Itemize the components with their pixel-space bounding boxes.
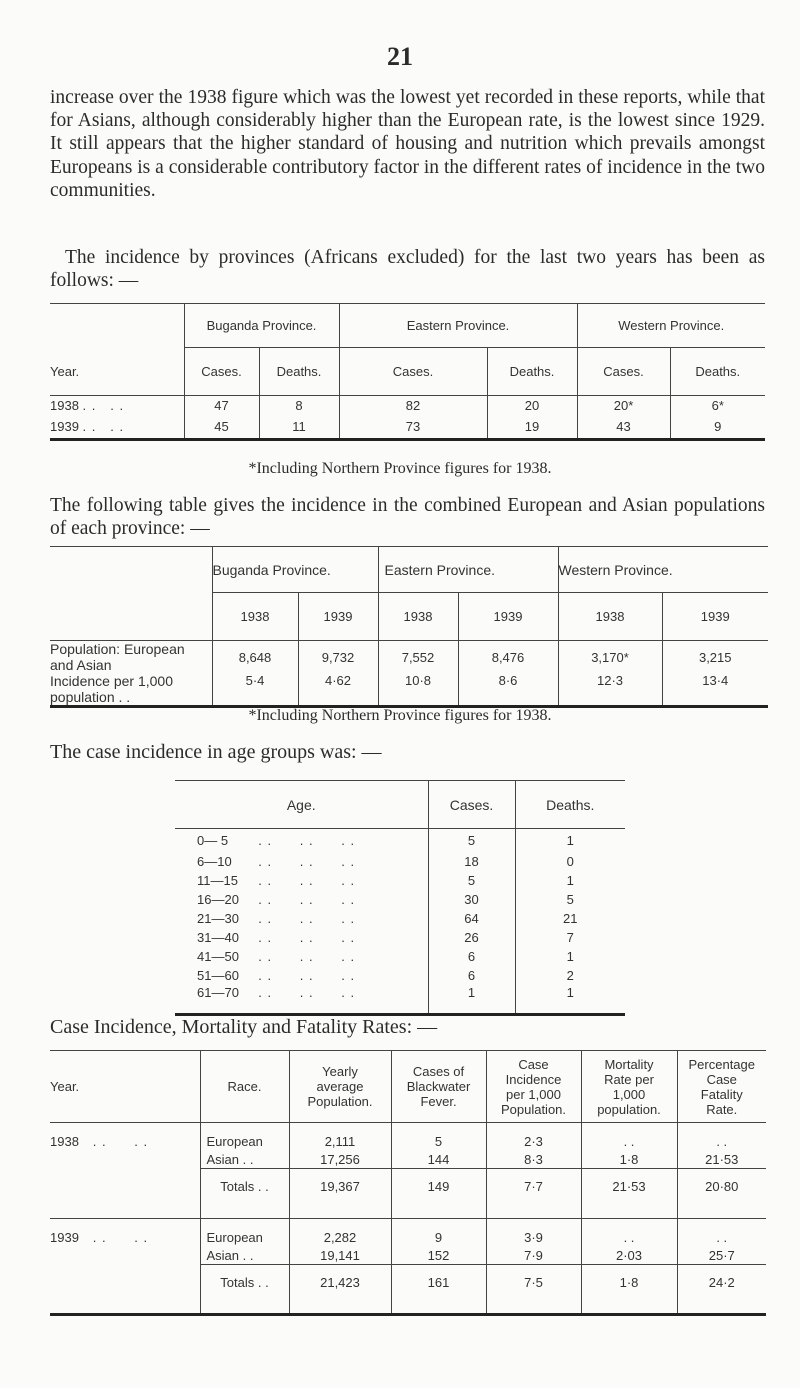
year-cell xyxy=(50,1247,200,1265)
year-label: 1939 xyxy=(50,1230,79,1245)
table2-year: 1939 xyxy=(458,593,558,641)
table2-cell: 8,648 xyxy=(212,641,298,674)
table2-row-label: Incidence per 1,000 population . . xyxy=(50,673,212,707)
table2-year: 1938 xyxy=(378,593,458,641)
spacer-cell xyxy=(486,1219,581,1229)
table1-header-buganda: Buganda Province. xyxy=(184,304,339,348)
incidence-cell: 2·3 xyxy=(486,1133,581,1151)
fatality-cell: 20·80 xyxy=(677,1169,766,1219)
table1-footnote: *Including Northern Province figures for 1938. xyxy=(248,460,552,477)
cases-cell: 144 xyxy=(391,1151,486,1169)
age-group xyxy=(175,852,428,871)
spacer-cell xyxy=(677,1219,766,1229)
fatality-cell: 21·53 xyxy=(677,1151,766,1169)
year-cell xyxy=(50,1169,200,1219)
age-range: 11—15 xyxy=(197,872,238,888)
table2-year: 1938 xyxy=(212,593,298,641)
table2-cell: 5·4 xyxy=(212,673,298,707)
table4-header-mortality xyxy=(581,1051,677,1123)
header-line: Incidence xyxy=(505,1071,562,1087)
age-groups-heading: The case incidence in age groups was: — xyxy=(50,741,382,763)
page-number: 21 xyxy=(387,42,413,71)
leader-dots: . . . . . . xyxy=(249,967,356,983)
table-row xyxy=(175,852,625,871)
header-line: average xyxy=(316,1079,364,1094)
header-line: Population. xyxy=(307,1094,373,1109)
table2-cell: 8·6 xyxy=(458,673,558,707)
table1-cell: 47 xyxy=(184,396,259,416)
deaths-count: 2 xyxy=(515,966,625,985)
incidence-cell: 8·3 xyxy=(486,1151,581,1169)
age-group xyxy=(175,966,428,985)
header-line: population. xyxy=(597,1101,661,1117)
table1-cell: 19 xyxy=(487,416,577,440)
table1-cell: 82 xyxy=(339,396,487,416)
header-line: Cases of xyxy=(412,1064,465,1079)
fatality-cell: . . xyxy=(677,1229,766,1247)
age-group xyxy=(175,909,428,928)
table-row xyxy=(175,966,625,985)
table-row xyxy=(50,1229,766,1247)
totals-label: Totals . . xyxy=(200,1169,289,1219)
spacer-cell xyxy=(289,1219,391,1229)
incidence-cell: 7·7 xyxy=(486,1169,581,1219)
year-cell xyxy=(50,1229,200,1247)
cases-count: 6 xyxy=(428,966,515,985)
totals-row xyxy=(50,1169,766,1219)
population-cell: 19,141 xyxy=(289,1247,391,1265)
cases-cell: 161 xyxy=(391,1265,486,1315)
year-cell xyxy=(50,1151,200,1169)
race-cell: European xyxy=(200,1229,289,1247)
year-cell xyxy=(50,1133,200,1151)
age-group xyxy=(175,985,428,1015)
totals-row xyxy=(50,1265,766,1315)
table-row xyxy=(175,909,625,928)
table-row xyxy=(175,947,625,966)
table1-header-cases: Cases. xyxy=(339,348,487,396)
table2-cell: 12·3 xyxy=(558,673,662,707)
header-line: Case xyxy=(518,1056,549,1072)
incidence-cell: 3·9 xyxy=(486,1229,581,1247)
spacer-row xyxy=(50,1219,766,1229)
year-label: 1938 xyxy=(50,1134,79,1149)
table1-header-deaths: Deaths. xyxy=(670,348,765,396)
spacer-cell xyxy=(677,1123,766,1133)
table-row xyxy=(175,985,625,1015)
table4-header-incidence xyxy=(486,1051,581,1123)
table1-year: 1938 . . . . xyxy=(50,398,125,414)
spacer-cell xyxy=(486,1123,581,1133)
spacer-cell xyxy=(581,1123,677,1133)
header-line: Mortality xyxy=(604,1056,654,1072)
cases-cell: 9 xyxy=(391,1229,486,1247)
table1-year: 1939 . . . . xyxy=(50,416,184,440)
header-line: Percentage xyxy=(688,1056,755,1072)
deaths-count: 1 xyxy=(515,829,625,852)
table4-header-population xyxy=(289,1051,391,1123)
leader-dots: . . . . . . xyxy=(249,891,356,907)
leader-dots: . . . . . . xyxy=(249,872,356,888)
age-range: 16—20 xyxy=(197,891,239,907)
table4-header-year: Year. xyxy=(50,1051,200,1123)
table-row xyxy=(50,396,765,416)
combined-population-table xyxy=(50,546,768,708)
table1-cell: 43 xyxy=(577,416,670,440)
age-range: 61—70 xyxy=(197,984,239,1000)
table1-header-cases: Cases. xyxy=(184,348,259,396)
race-cell: Asian . . xyxy=(200,1247,289,1265)
age-groups-table xyxy=(175,780,625,1016)
table2-corner xyxy=(50,547,212,593)
leader-dots: . . . . . . xyxy=(249,832,356,848)
population-cell: 2,111 xyxy=(289,1133,391,1151)
age-group xyxy=(175,947,428,966)
cases-count: 30 xyxy=(428,890,515,909)
spacer-cell xyxy=(289,1123,391,1133)
deaths-count: 1 xyxy=(515,985,625,1015)
table-row xyxy=(50,1151,766,1169)
table2-cell: 13·4 xyxy=(662,673,768,707)
combined-incidence-paragraph: The following table gives the incidence in the combined European and Asian populations of each province: — xyxy=(50,495,765,540)
table1-header-deaths: Deaths. xyxy=(487,348,577,396)
table2-year: 1939 xyxy=(662,593,768,641)
leader-dots: . . . . . . xyxy=(249,910,356,926)
cases-count: 18 xyxy=(428,852,515,871)
table2-cell: 7,552 xyxy=(378,641,458,674)
spacer-cell xyxy=(50,1219,200,1229)
fatality-cell: 24·2 xyxy=(677,1265,766,1315)
table2-cell: 3,170* xyxy=(558,641,662,674)
cases-count: 64 xyxy=(428,909,515,928)
cases-cell: 149 xyxy=(391,1169,486,1219)
table1-cell: 11 xyxy=(259,416,339,440)
table-row xyxy=(50,1133,766,1151)
age-range: 31—40 xyxy=(197,929,239,945)
table-row xyxy=(50,641,768,674)
header-line: Rate. xyxy=(706,1101,738,1117)
leader-dots: . . . . xyxy=(78,1230,149,1245)
table2-year: 1938 xyxy=(558,593,662,641)
table1-header-deaths: Deaths. xyxy=(259,348,339,396)
table1-header-cases: Cases. xyxy=(577,348,670,396)
header-line: Fatality xyxy=(700,1086,743,1102)
mortality-cell: 1·8 xyxy=(581,1151,677,1169)
age-group xyxy=(175,829,428,852)
table2-row-label: Population: European and Asian xyxy=(50,641,185,673)
header-line: Blackwater xyxy=(406,1079,471,1094)
header-line: 1,000 xyxy=(612,1086,646,1102)
deaths-count: 21 xyxy=(515,909,625,928)
table1-header-eastern: Eastern Province. xyxy=(339,304,577,348)
age-range: 21—30 xyxy=(197,910,239,926)
table3-header-deaths: Deaths. xyxy=(515,781,625,829)
table1-cell: 8 xyxy=(259,396,339,416)
age-range: 41—50 xyxy=(197,948,239,964)
table1-cell: 73 xyxy=(339,416,487,440)
mortality-cell: . . xyxy=(581,1133,677,1151)
table-row xyxy=(175,890,625,909)
spacer-cell xyxy=(391,1219,486,1229)
header-line: Case xyxy=(706,1071,737,1087)
table2-cell: 8,476 xyxy=(458,641,558,674)
fatality-cell: 25·7 xyxy=(677,1247,766,1265)
leader-dots: . . . . . . xyxy=(249,853,356,869)
header-line: Rate per xyxy=(604,1071,654,1087)
header-line: per 1,000 xyxy=(506,1086,561,1102)
incidence-cell: 7·9 xyxy=(486,1247,581,1265)
population-cell: 21,423 xyxy=(289,1265,391,1315)
mortality-cell: 2·03 xyxy=(581,1247,677,1265)
population-cell: 17,256 xyxy=(289,1151,391,1169)
race-cell: European xyxy=(200,1133,289,1151)
table-row xyxy=(50,416,765,440)
cases-count: 5 xyxy=(428,871,515,890)
table1-cell: 20* xyxy=(577,396,670,416)
intro-paragraph: increase over the 1938 figure which was the lowest yet recorded in these reports, while that for Asians, although considerably higher than the European rate, is the lowest since 1929. It still appears that the higher standard of housing and nutrition which prevails amongst Europeans is a considerable contributory factor in the different rates of incidence in the two communities. xyxy=(50,87,765,201)
table2-cell: 3,215 xyxy=(662,641,768,674)
table4-header-race: Race. xyxy=(200,1051,289,1123)
table1-header-western: Western Province. xyxy=(577,304,765,348)
incidence-cell: 7·5 xyxy=(486,1265,581,1315)
leader-dots: . . . . . . xyxy=(249,984,356,1000)
deaths-count: 7 xyxy=(515,928,625,947)
race-cell: Asian . . xyxy=(200,1151,289,1169)
table2-year: 1939 xyxy=(298,593,378,641)
table2-cell: 9,732 xyxy=(298,641,378,674)
age-range: 0— 5 xyxy=(197,832,229,848)
table-row xyxy=(50,1247,766,1265)
table1-header-year: Year. xyxy=(50,348,184,396)
table1-corner xyxy=(50,304,184,348)
mortality-cell: 21·53 xyxy=(581,1169,677,1219)
province-cases-deaths-table xyxy=(50,303,765,441)
table-row xyxy=(175,928,625,947)
fatality-cell: . . xyxy=(677,1133,766,1151)
header-line: Population. xyxy=(500,1101,567,1117)
table-row xyxy=(175,871,625,890)
spacer-cell xyxy=(200,1219,289,1229)
rates-heading: Case Incidence, Mortality and Fatality Rates: — xyxy=(50,1016,438,1038)
spacer-cell xyxy=(391,1123,486,1133)
table2-header-eastern: Eastern Province. xyxy=(378,547,558,593)
leader-dots: . . . . . . xyxy=(249,948,356,964)
cases-count: 1 xyxy=(428,985,515,1015)
age-range: 51—60 xyxy=(197,967,239,983)
age-group xyxy=(175,928,428,947)
mortality-cell: . . xyxy=(581,1229,677,1247)
cases-cell: 152 xyxy=(391,1247,486,1265)
table1-cell: 45 xyxy=(184,416,259,440)
table4-header-cases xyxy=(391,1051,486,1123)
table2-footnote: *Including Northern Province figures for 1938. xyxy=(248,707,552,724)
spacer-cell xyxy=(50,1123,200,1133)
table1-cell: 20 xyxy=(487,396,577,416)
header-line: Fever. xyxy=(420,1094,457,1109)
mortality-cell: 1·8 xyxy=(581,1265,677,1315)
deaths-count: 5 xyxy=(515,890,625,909)
table2-cell: 4·62 xyxy=(298,673,378,707)
table2-header-buganda: Buganda Province. xyxy=(212,547,378,593)
provinces-intro-paragraph: The incidence by provinces (Africans excluded) for the last two years has been as follows: — xyxy=(50,247,765,292)
spacer-cell xyxy=(581,1219,677,1229)
cases-count: 26 xyxy=(428,928,515,947)
age-group xyxy=(175,890,428,909)
spacer-cell xyxy=(200,1123,289,1133)
year-cell xyxy=(50,1265,200,1315)
population-cell: 2,282 xyxy=(289,1229,391,1247)
table1-cell: 6* xyxy=(670,396,765,416)
leader-dots: . . . . . . xyxy=(249,929,356,945)
header-line: Yearly xyxy=(322,1064,358,1079)
spacer-row xyxy=(50,1123,766,1133)
table2-header-western: Western Province. xyxy=(558,547,768,593)
table3-header-cases: Cases. xyxy=(428,781,515,829)
table-row xyxy=(50,673,768,707)
population-cell: 19,367 xyxy=(289,1169,391,1219)
totals-label: Totals . . xyxy=(200,1265,289,1315)
table3-header-age: Age. xyxy=(175,781,428,829)
age-range: 6—10 xyxy=(197,853,232,869)
deaths-count: 1 xyxy=(515,871,625,890)
leader-dots: . . . . xyxy=(78,1134,149,1149)
deaths-count: 0 xyxy=(515,852,625,871)
deaths-count: 1 xyxy=(515,947,625,966)
cases-count: 6 xyxy=(428,947,515,966)
cases-cell: 5 xyxy=(391,1133,486,1151)
cases-count: 5 xyxy=(428,829,515,852)
table2-cell: 10·8 xyxy=(378,673,458,707)
age-group xyxy=(175,871,428,890)
table2-blank xyxy=(50,593,212,641)
table1-cell: 9 xyxy=(670,416,765,440)
table4-header-fatality xyxy=(677,1051,766,1123)
rates-table xyxy=(50,1050,766,1316)
table-row xyxy=(175,829,625,852)
